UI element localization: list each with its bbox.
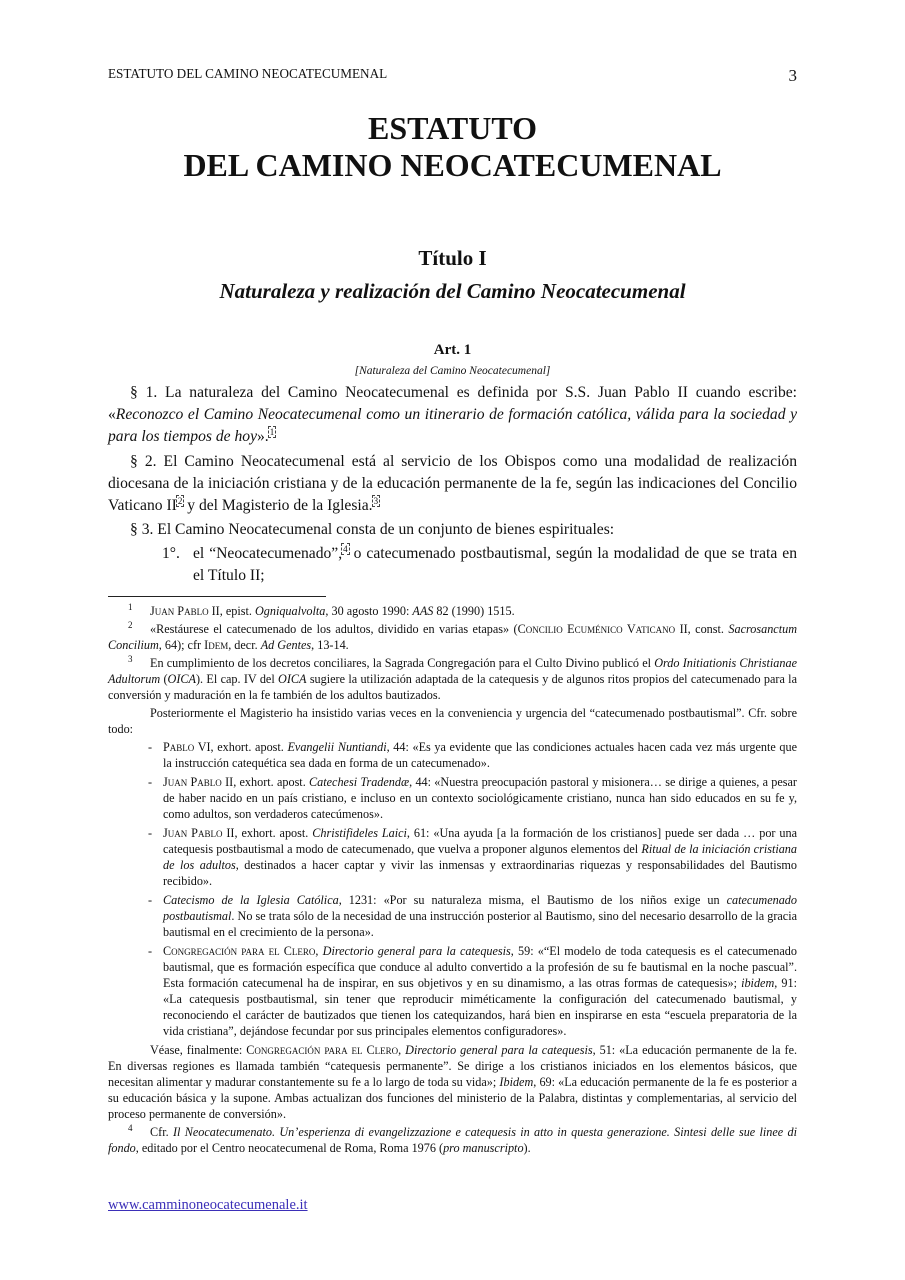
footnote-text: «Restáurese el catecumenado de los adultos, dividido en varias etapas» ( <box>150 622 518 636</box>
footnote-3-citations <box>108 739 797 1039</box>
footnote-work: Ogniqualvolta <box>254 604 326 618</box>
running-title: ESTATUTO DEL CAMINO NEOCATECUMENAL <box>108 66 388 81</box>
page-number: 3 <box>788 66 797 85</box>
article-heading: Art. 1 <box>433 342 472 358</box>
footnote-text: , editado por el Centro neocatecumenal de Roma, Roma 1976 ( <box>135 1141 444 1155</box>
citation-work: Directorio general para la catequesis <box>322 944 511 958</box>
footnote-work: Sacrosanctum Concilium <box>108 622 797 652</box>
document-title-line2: DEL CAMINO NEOCATECUMENAL <box>183 147 722 183</box>
footnote-text: , 51: «La educación permanente de la fe. En diversas regiones es llamada también “catequesis permanente”. Se dirige a los cristianos iniciados en los elementos básicos, que necesitan alimentar y madurar constantemente su fe a lo largo de toda su vida»; <box>108 1043 798 1089</box>
citation-author: Juan Pablo <box>163 826 223 840</box>
paragraph-1-end: ». <box>257 428 269 445</box>
citation-text: . No se trata sólo de la necesidad de una instrucción posterior al Bautismo, sino del necesario desarrollo de la gracia bautismal en el crecimiento de la persona». <box>163 909 797 939</box>
footnote-text: , 69: «La educación permanente de la fe es posterior a su educación básica y la supone. Ambas actualizan dos funciones del ministerio de la Palabra, distintas y complementarias, al servicio del proceso permanente de conversión». <box>108 1075 797 1121</box>
footnote-text: , <box>398 1043 406 1057</box>
footnote-text: ). <box>523 1141 531 1155</box>
footnote-journal: AAS <box>412 604 434 618</box>
citation-item <box>163 825 797 889</box>
citation-work: Catechesi Tradendæ <box>309 775 410 789</box>
footnote-text: Véase, finalmente: <box>150 1043 247 1057</box>
footnote-number: 4 <box>128 1123 133 1133</box>
citation-item <box>163 892 797 940</box>
footnote-2 <box>108 621 797 653</box>
citation-text: , 44: «Es ya evidente que las condiciones actuales hacen cada vez más urgente que la instrucción catequética sea dada en forma de un catecumenado». <box>163 740 797 770</box>
footnote-ref-4[interactable]: 4 <box>343 543 348 554</box>
footnote-number: 2 <box>128 620 133 630</box>
paragraph-1 <box>108 382 797 448</box>
footnote-text: , 30 agosto 1990: <box>325 604 413 618</box>
footnote-work: Ibidem <box>499 1075 534 1089</box>
footnote-ref-3[interactable]: 3 <box>373 495 379 506</box>
paragraph-2-text-b: y del Magisterio de la Iglesia. <box>183 497 373 514</box>
citation-text: , destinados a hacer captar y vivir las inmensas y extraordinarias riquezas y responsabilidades del Bautismo recibido». <box>163 858 797 888</box>
section-title: Título I <box>418 246 487 270</box>
paragraph-1-quote: Reconozco el Camino Neocatecumenal como un itinerario de formación católica, válida para la sociedad y para los tiempos de hoy <box>108 406 797 445</box>
footnote-number: 3 <box>128 654 133 664</box>
footnote-text: ( <box>160 672 168 686</box>
citation-author: Juan Pablo <box>163 775 222 789</box>
footnote-text: sugiere la utilización adaptada de la catequesis y de algunos ritos propios del catecumenado para la conversión y maduración en la fe también de los adultos bautizados. <box>108 672 797 702</box>
footnote-text: II, const. <box>675 622 729 636</box>
footnote-author: Concilio Ecuménico Vaticano <box>517 622 676 636</box>
citation-work: ibidem <box>741 976 775 990</box>
website-link[interactable]: www.camminoneocatecumenale.it <box>108 1197 308 1213</box>
citation-text: , 61: «Una ayuda [a la formación de los cristianos] puede ser dada … por una catequesis postbautismal a modo de catecumenado, que vuelva a proponer algunos elementos del <box>163 826 797 856</box>
paragraph-3-text: § 3. El Camino Neocatecumenal consta de un conjunto de bienes espirituales: <box>130 521 615 538</box>
footnote-4 <box>108 1124 797 1156</box>
section-subtitle: Naturaleza y realización del Camino Neocatecumenal <box>219 279 686 303</box>
footnotes <box>108 603 797 1158</box>
document-title-line1: ESTATUTO <box>368 110 537 146</box>
footnote-abbr: OICA <box>167 672 196 686</box>
citation-text: , 44: «Nuestra preocupación pastoral y misionera… se dirige a quienes, a pesar de haber nacido en un país cristiano, e incluso en un contexto sociológicamente cristiano, nunca han sido educados en su fe y, como adultos, son verdaderos catecúmenos». <box>163 775 797 821</box>
paragraph-2-text-a: § 2. El Camino Neocatecumenal está al servicio de los Obispos como una modalidad de realización diocesana de la iniciación cristiana y de la educación permanente de la fe, según las indicaciones del Concilio Vaticano II <box>108 453 797 514</box>
citation-text: , <box>315 944 323 958</box>
footnote-work: Ordo Initiationis Christianae Adultorum <box>108 656 797 686</box>
footnote-ref-2[interactable]: 2 <box>177 495 183 506</box>
paragraph-1-lead: § 1. La naturaleza del Camino Neocatecumenal es definida por S.S. Juan Pablo II cuando escribe: « <box>108 384 797 423</box>
footnote-text: Cfr. <box>150 1125 173 1139</box>
citation-text: II, exhort. apost. <box>222 826 313 840</box>
citation-text: , 59: «“El modelo de toda catequesis es el catecumenado bautismal, que es formación específica que conduce al adulto convertido a la profesión de su fe bautismal en la noche pascual”. Esta formación catecumenal ha de inspirar, en sus objetivos y en su dinamismo, a las otras formas de catequesis»; <box>163 944 797 990</box>
list-item-text-b: o catecumenado postbautismal, según la modalidad de que se trata en el Título II; <box>193 545 797 584</box>
footnote-text: , epist. <box>219 604 255 618</box>
footnote-work: Il Neocatecumenato. Un’esperienza di evangelizzazione e catequesis in atto in questa generazione. Sintesi delle sue linee di fondo <box>108 1125 797 1155</box>
citation-work: Christifideles Laici <box>312 826 407 840</box>
footnote-3-final <box>108 1042 797 1122</box>
footnote-author: Congregación para el Clero <box>246 1043 399 1057</box>
footnote-1 <box>108 603 797 619</box>
footnote-number: 1 <box>128 602 133 612</box>
citation-text: II, exhort. apost. <box>221 775 310 789</box>
citation-work: catecumenado postbautismal <box>163 893 797 923</box>
running-header <box>108 66 797 84</box>
footnote-abbr: OICA <box>278 672 307 686</box>
citation-work: Evangelii Nuntiandi <box>287 740 387 754</box>
citation-text: VI, exhort. apost. <box>194 740 288 754</box>
paragraph-2 <box>108 451 797 517</box>
footnote-separator <box>108 596 326 597</box>
footnote-work: Ad Gentes <box>260 638 312 652</box>
footnote-text: , 13-14. <box>311 638 349 652</box>
footnote-work: Directorio general para la catequesis <box>405 1043 593 1057</box>
citation-item <box>163 943 797 1039</box>
document-title <box>108 110 797 184</box>
citation-work: Catecismo de la Iglesia Católica <box>163 893 339 907</box>
citation-author: Pablo <box>163 740 195 754</box>
footnote-note: pro manuscripto <box>443 1141 524 1155</box>
list-item-text-a: el “Neocatecumenado”, <box>193 545 343 562</box>
footnote-text: En cumplimiento de los decretos conciliares, la Sagrada Congregación para el Culto Divino publicó el <box>150 656 655 670</box>
footnote-author: Idem <box>204 638 229 652</box>
citation-item <box>163 739 797 771</box>
footnote-text: 82 (1990) 1515. <box>433 604 515 618</box>
footnote-text: , decr. <box>228 638 261 652</box>
footnote-3-continuation: Posteriormente el Magisterio ha insistido varias veces en la conveniencia y urgencia del “catecumenado postbautismal”. Cfr. sobre todo: <box>108 706 797 736</box>
citation-text: , 1231: «Por su naturaleza misma, el Bautismo de los niños exige un <box>338 893 727 907</box>
list-item-number: 1°. <box>162 545 180 562</box>
paragraph-3 <box>108 519 797 541</box>
footnote-text: ). El cap. IV del <box>195 672 279 686</box>
list-item-1 <box>162 543 797 587</box>
citation-text: , 91: «La catequesis postbautismal, sin tener que reproducir miméticamente la configuración del catecumenado bautismal, y reconociendo el carácter de bautizados que tienen los catequizandos, hará bien en inspirarse en esta “escuela preparatoria de la vida cristiana”, dejándose fecundar por sus principales elementos configuradores». <box>163 976 797 1038</box>
citation-author: Congregación para el Clero <box>163 944 316 958</box>
citation-work: Ritual de la iniciación cristiana de los adultos <box>163 842 797 872</box>
footnote-ref-1[interactable]: 1 <box>269 426 275 437</box>
footnote-author: Juan Pablo II <box>150 604 220 618</box>
footnote-text: , 64); cfr <box>158 638 205 652</box>
article-subheading: [Naturaleza del Camino Neocatecumenal] <box>354 365 551 377</box>
citation-item <box>163 774 797 822</box>
footnote-3 <box>108 655 797 703</box>
